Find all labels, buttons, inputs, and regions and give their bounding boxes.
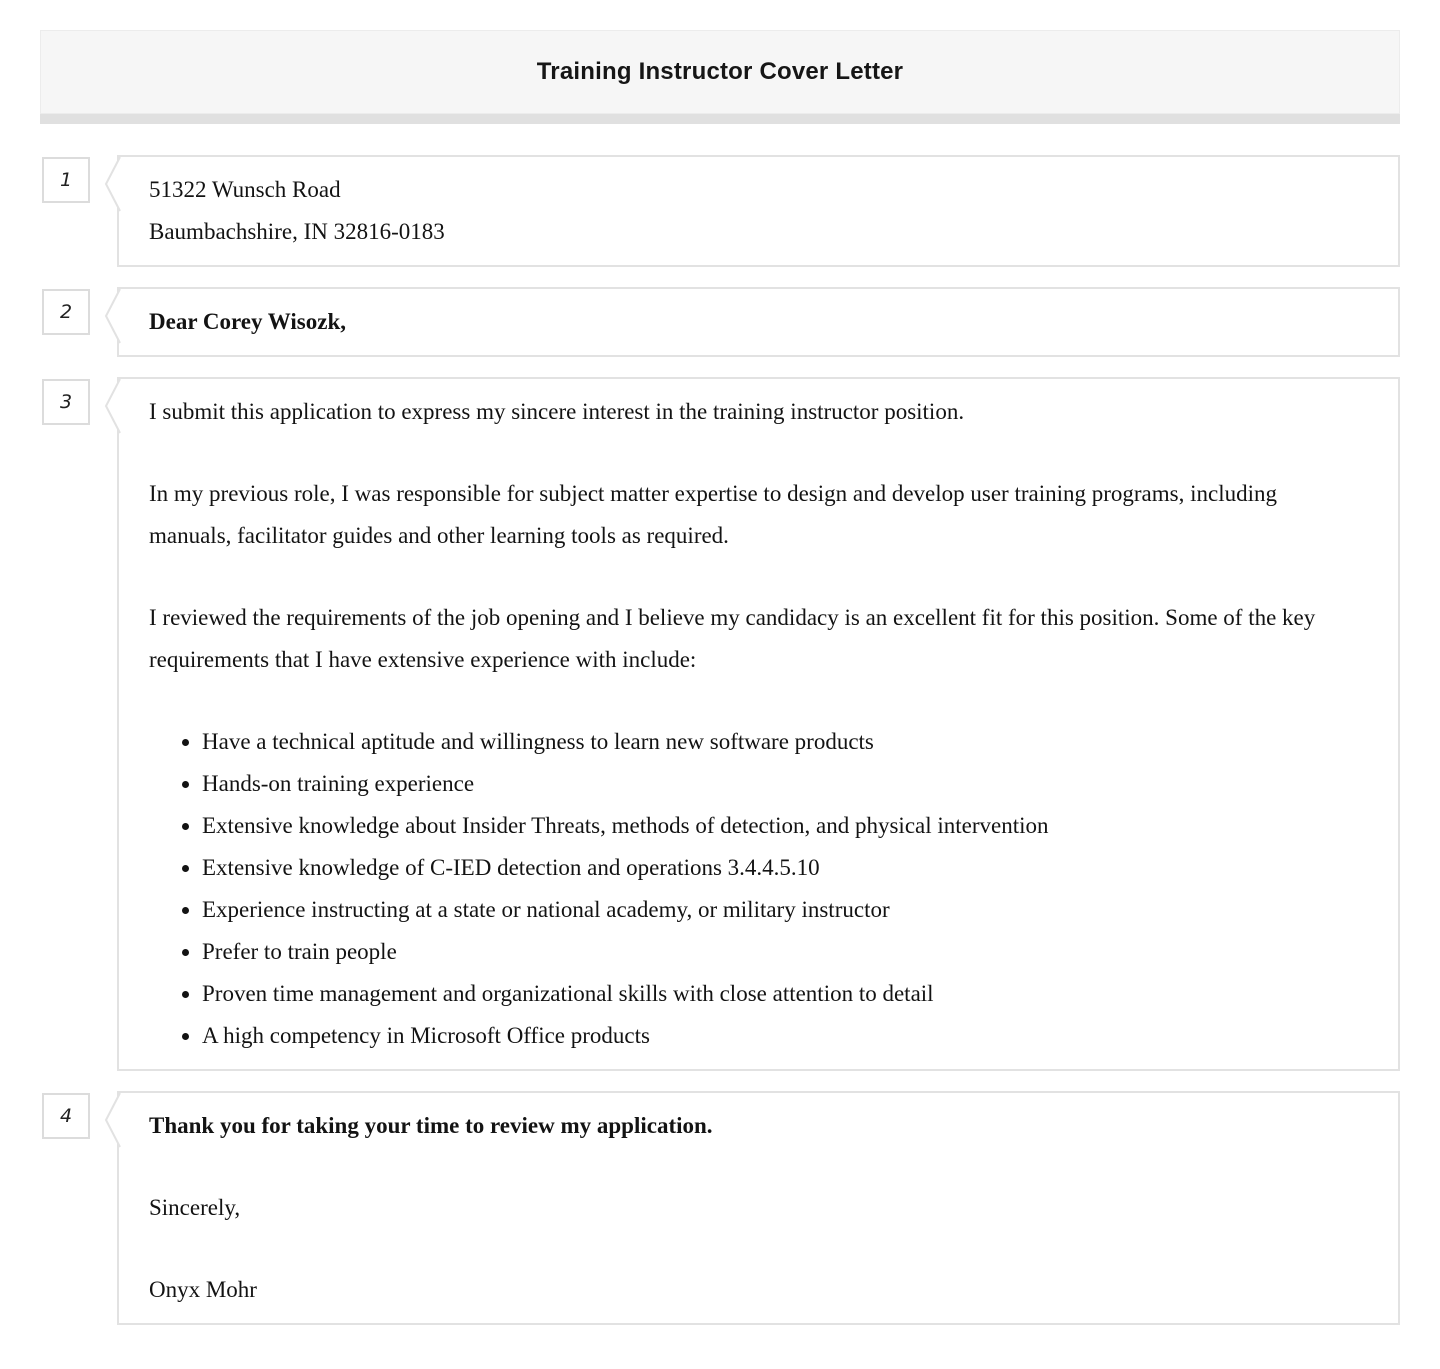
salutation-text: Dear Corey Wisozk, xyxy=(149,309,346,334)
bubble-pointer-icon xyxy=(103,377,121,435)
body-paragraph-1: I submit this application to express my sincere interest in the training instructor position. xyxy=(149,399,965,424)
closing-statement: Thank you for taking your time to review my application. xyxy=(149,1113,713,1138)
section-address xyxy=(40,155,1400,267)
section-closing xyxy=(40,1091,1400,1325)
body-bubble xyxy=(117,377,1400,1071)
section-4-badge[interactable]: 4 xyxy=(42,1093,90,1139)
bubble-pointer-icon xyxy=(103,1091,121,1149)
list-item: • Prefer to train people xyxy=(202,931,1353,973)
address-bubble xyxy=(117,155,1400,267)
body-paragraph-3: I reviewed the requirements of the job opening and I believe my candidacy is an excellent fit for this position. Some of the key requirements that I have extensive experience with include: xyxy=(149,605,1316,672)
list-item: • Have a technical aptitude and willingness to learn new software products xyxy=(202,721,1353,763)
bubble-pointer-icon xyxy=(103,155,121,213)
header-shadow-strip xyxy=(40,114,1400,124)
list-item: • Extensive knowledge about Insider Threats, methods of detection, and physical intervention xyxy=(202,805,1353,847)
letter-sections xyxy=(40,155,1400,1325)
page-title: Training Instructor Cover Letter xyxy=(536,58,904,85)
salutation-bubble xyxy=(117,287,1400,357)
list-item: • Experience instructing at a state or national academy, or military instructor xyxy=(202,889,1353,931)
address-line-2: Baumbachshire, IN 32816-0183 xyxy=(149,219,445,244)
list-item: • A high competency in Microsoft Office products xyxy=(202,1015,1353,1057)
body-paragraph-2: In my previous role, I was responsible for subject matter expertise to design and develop user training programs, including manuals, facilitator guides and other learning tools as required. xyxy=(149,481,1277,548)
section-3-badge[interactable]: 3 xyxy=(42,379,90,425)
section-1-badge[interactable]: 1 xyxy=(42,157,90,203)
list-item: • Extensive knowledge of C-IED detection and operations 3.4.4.5.10 xyxy=(202,847,1353,889)
signoff: Sincerely, xyxy=(149,1195,241,1220)
section-salutation xyxy=(40,287,1400,357)
closing-bubble xyxy=(117,1091,1400,1325)
list-item: • Proven time management and organizational skills with close attention to detail xyxy=(202,973,1353,1015)
requirements-list xyxy=(149,721,1353,1057)
page-header xyxy=(40,30,1400,114)
bubble-pointer-icon xyxy=(103,287,121,345)
list-item: • Hands-on training experience xyxy=(202,763,1353,805)
section-2-badge[interactable]: 2 xyxy=(42,289,90,335)
section-body xyxy=(40,377,1400,1071)
signature: Onyx Mohr xyxy=(149,1277,257,1302)
address-line-1: 51322 Wunsch Road xyxy=(149,177,341,202)
